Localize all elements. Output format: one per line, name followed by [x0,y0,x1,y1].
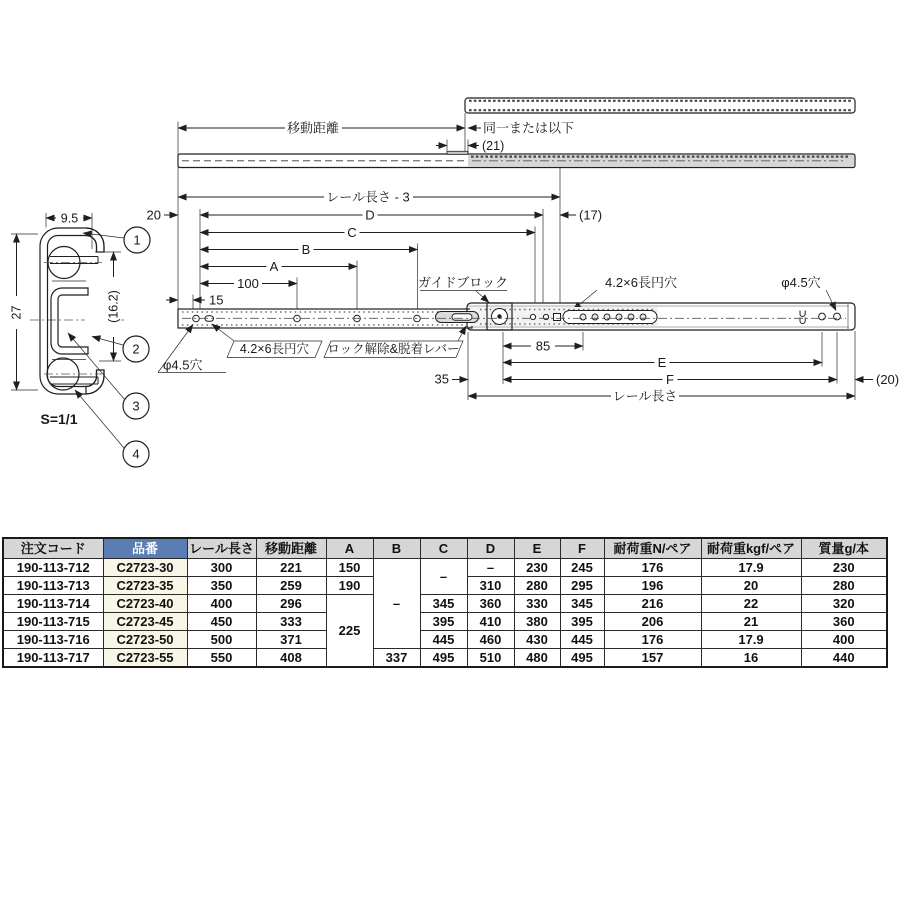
col-header-C: C [420,538,467,559]
rail-callout-labels-top [418,275,836,311]
dim-F-label: F [666,372,674,387]
cell-rail-length: 300 [187,559,256,577]
cell-D: – [467,559,514,577]
col-header-travel: 移動距離 [256,538,326,559]
header-row [3,538,887,559]
cell-travel: 221 [256,559,326,577]
cell-part-number: C2723-50 [103,631,187,649]
clip-mark [800,311,805,317]
col-header-order-code: 注文コード [3,538,103,559]
cell-F: 395 [560,613,604,631]
cell-C: 345 [420,595,467,613]
cell-load-N: 216 [604,595,701,613]
cell-travel: 296 [256,595,326,613]
cell-order-code: 190-113-713 [3,577,103,595]
dim-A-label: A [269,259,279,274]
cell-order-code: 190-113-717 [3,649,103,668]
cell-order-code: 190-113-716 [3,631,103,649]
col-header-A: A [326,538,373,559]
cell-travel: 333 [256,613,326,631]
cell-E: 230 [514,559,560,577]
dim-20r-label: (20) [876,372,900,387]
round-hole-label-bottom: φ4.5穴 [163,357,203,373]
cell-rail-length: 550 [187,649,256,668]
col-header-E: E [514,538,560,559]
cell-rail-length: 450 [187,613,256,631]
inner-profile-section [51,288,88,354]
cell-mass: 280 [801,577,887,595]
cell-D: 460 [467,631,514,649]
spec-table [2,537,888,668]
cell-E: 330 [514,595,560,613]
cell-F: 495 [560,649,604,668]
cell-part-number: C2723-55 [103,649,187,668]
cell-order-code: 190-113-715 [3,613,103,631]
cell-part-number: C2723-35 [103,577,187,595]
cell-load-kgf: 21 [701,613,801,631]
cell-B-merged: – [373,559,420,649]
cell-C: 495 [420,649,467,668]
cell-D: 510 [467,649,514,668]
cell-load-kgf: 16 [701,649,801,668]
cell-load-N: 176 [604,559,701,577]
rail-plan-view [178,303,855,330]
callout-1-number: 1 [133,232,141,248]
oblong-hole-label-top: 4.2×6長円穴 [605,275,677,290]
col-header-D: D [467,538,514,559]
lower-dimensions [435,331,900,404]
cell-C-merged: – [420,559,467,595]
cell-order-code: 190-113-714 [3,595,103,613]
cell-E: 280 [514,577,560,595]
dim-9-5-label: 9.5 [60,211,79,226]
cell-mass: 440 [801,649,887,668]
cell-mass: 320 [801,595,887,613]
cell-B: 337 [373,649,420,668]
cell-load-N: 176 [604,631,701,649]
dim-100-label: 100 [237,276,259,291]
rail-callout-labels-bottom [158,324,466,373]
dim-B-label: B [301,242,311,257]
cell-E: 430 [514,631,560,649]
end-hole [834,313,841,320]
cell-E: 480 [514,649,560,668]
cell-F: 245 [560,559,604,577]
dim-17-label: (17) [579,207,603,223]
cell-load-kgf: 17.9 [701,559,801,577]
dim-27-label: 27 [9,305,24,320]
cell-F: 445 [560,631,604,649]
cell-rail-length: 400 [187,595,256,613]
cell-rail-length: 500 [187,631,256,649]
col-header-B: B [373,538,420,559]
cell-mass: 400 [801,631,887,649]
cell-C: 445 [420,631,467,649]
table-row [3,613,887,631]
cell-mass: 230 [801,559,887,577]
table-row [3,631,887,649]
cell-travel: 371 [256,631,326,649]
cell-order-code: 190-113-712 [3,559,103,577]
cell-A: 190 [326,577,373,595]
end-hole [819,313,826,320]
col-header-part-number: 品番 [103,538,187,559]
cell-F: 295 [560,577,604,595]
cell-D: 310 [467,577,514,595]
cell-C: 395 [420,613,467,631]
cell-mass: 360 [801,613,887,631]
guide-block-label: ガイドブロック [418,275,508,290]
col-header-F: F [560,538,604,559]
dim-rail-length-label: レール長さ [612,388,678,404]
callout-4-number: 4 [132,446,140,462]
dim-20-label: 20 [146,207,161,223]
dim-15-label: 15 [209,292,224,308]
cell-A-merged: 225 [326,595,373,668]
col-header-mass: 質量g/本 [801,538,887,559]
cell-part-number: C2723-40 [103,595,187,613]
dim-travel-label: 移動距離 [286,120,340,136]
cell-D: 410 [467,613,514,631]
dim-16-2-label: (16.2) [106,290,121,323]
oblong-hole-label-bottom: 4.2×6長円穴 [239,342,310,356]
cell-load-N: 206 [604,613,701,631]
cell-travel: 259 [256,577,326,595]
lock-lever-label: ロック解除&脱着レバー [327,342,460,356]
top-lip [86,228,104,252]
cell-travel: 408 [256,649,326,668]
dim-D-label: D [365,207,375,223]
upper-dimensions [147,121,603,310]
cell-rail-length: 350 [187,577,256,595]
cell-part-number: C2723-30 [103,559,187,577]
cell-A: 150 [326,559,373,577]
table-row [3,559,887,577]
table-row [3,649,887,668]
callout-3-number: 3 [132,398,140,414]
cell-part-number: C2723-45 [103,613,187,631]
cell-load-kgf: 17.9 [701,631,801,649]
cell-E: 380 [514,613,560,631]
table-row [3,595,887,613]
cell-load-kgf: 22 [701,595,801,613]
dim-35-label: 35 [434,371,449,387]
col-header-load-kgf: 耐荷重kgf/ペア [701,538,801,559]
rail-end-tab [447,151,468,154]
cell-load-N: 196 [604,577,701,595]
scale-label: S=1/1 [40,411,78,427]
callout-2-number: 2 [132,341,140,357]
dim-21-label: (21) [482,139,505,153]
dim-E-label: E [657,355,667,370]
same-or-less-label: 同一または以下 [483,120,575,136]
cell-load-N: 157 [604,649,701,668]
round-hole-label-top: φ4.5穴 [781,275,821,290]
cell-F: 345 [560,595,604,613]
cell-D: 360 [467,595,514,613]
cell-load-kgf: 20 [701,577,801,595]
dim-rail-minus-3-label: レール長さ - 3 [326,189,410,205]
dim-85-label: 85 [535,338,551,354]
col-header-rail-length: レール長さ [187,538,256,559]
square-hole [554,314,561,321]
cross-section-view [9,211,150,467]
dim-C-label: C [347,225,357,240]
col-header-load-N: 耐荷重N/ペア [604,538,701,559]
